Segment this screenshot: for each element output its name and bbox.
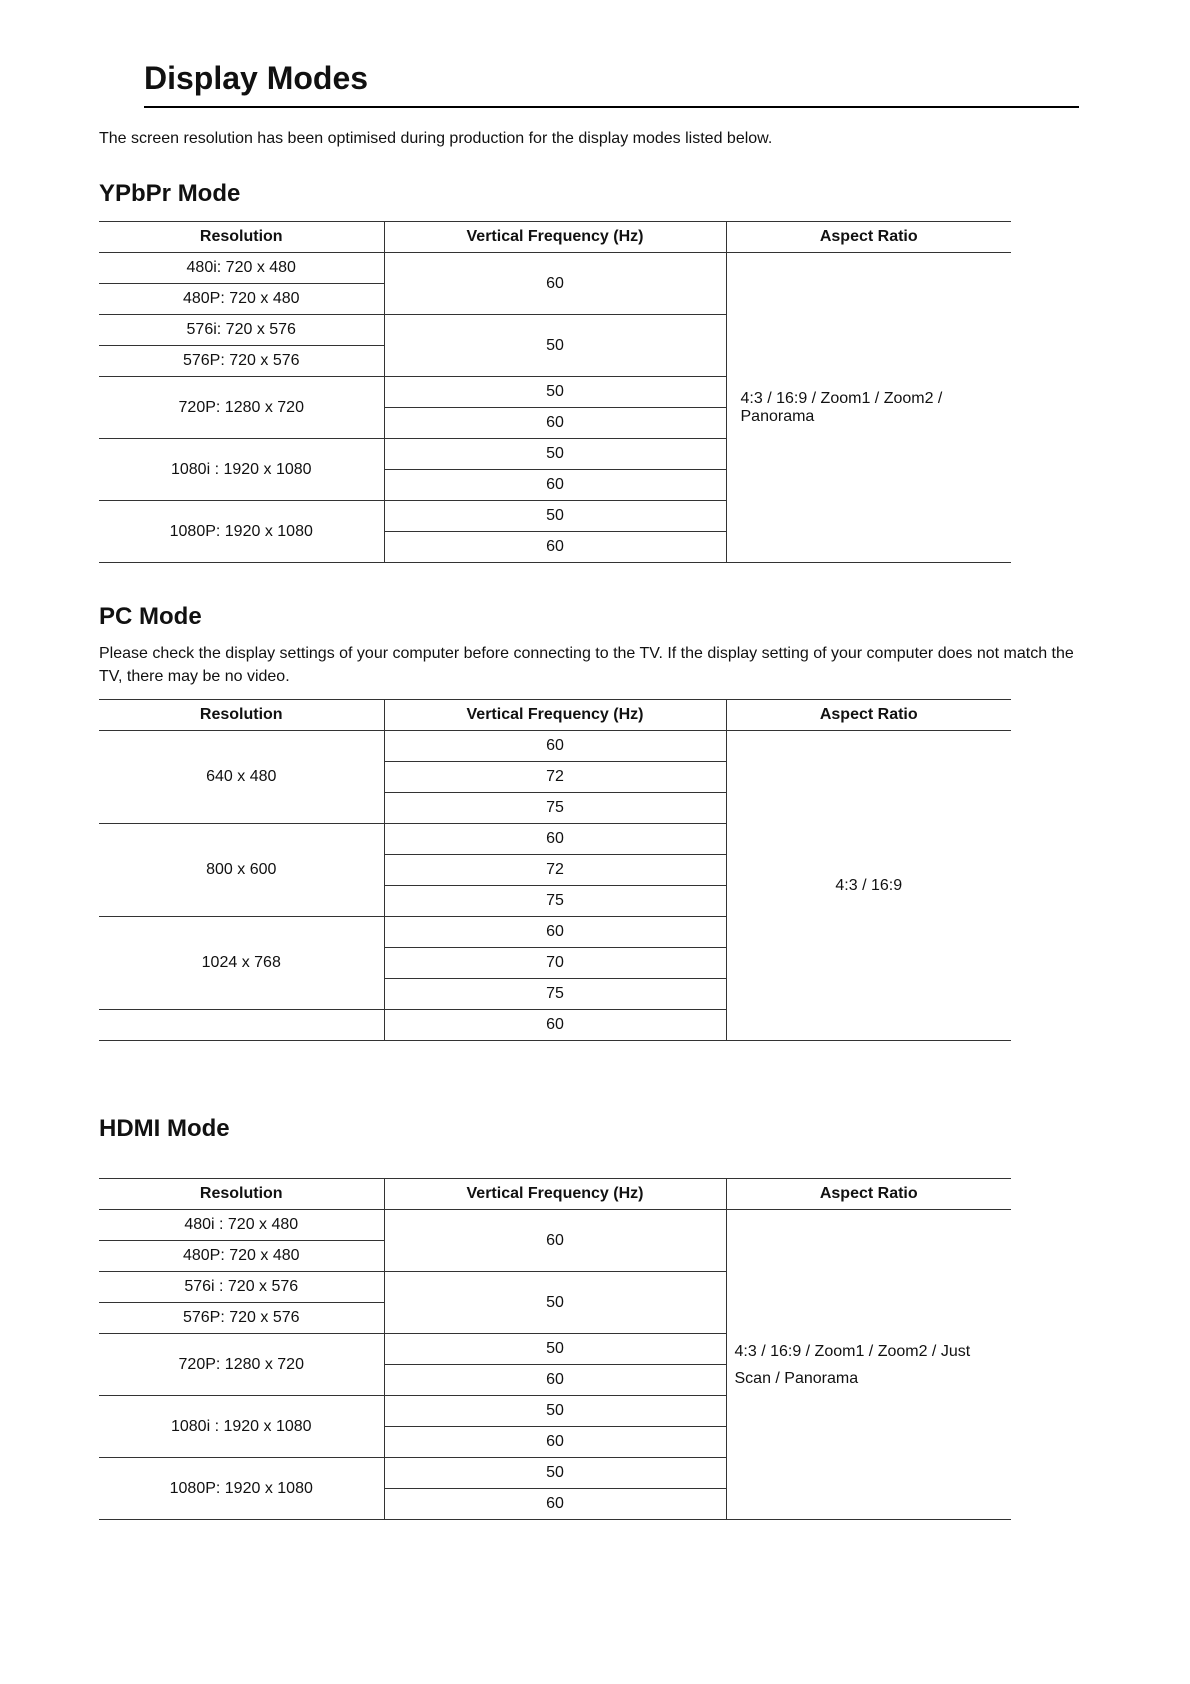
table-row (99, 731, 1011, 762)
frequency-cell: 60 (384, 917, 726, 948)
resolution-cell: 640 x 480 (99, 731, 384, 824)
frequency-cell: 72 (384, 855, 726, 886)
frequency-cell: 60 (384, 1010, 726, 1041)
resolution-cell: 800 x 600 (99, 824, 384, 917)
resolution-cell: 720P: 1280 x 720 (99, 377, 384, 439)
resolution-cell: 480P: 720 x 480 (99, 284, 384, 315)
frequency-cell: 70 (384, 948, 726, 979)
aspect-ratio-cell: 4:3 / 16:9 / Zoom1 / Zoom2 / Panorama (726, 253, 1011, 563)
header-frequency: Vertical Frequency (Hz) (384, 1179, 726, 1210)
resolution-cell: 1080P: 1920 x 1080 (99, 1458, 384, 1520)
frequency-cell: 72 (384, 762, 726, 793)
frequency-cell: 50 (384, 1396, 726, 1427)
frequency-cell: 50 (384, 439, 726, 470)
resolution-cell: 1024 x 768 (99, 917, 384, 1010)
hdmi-heading: HDMI Mode (99, 1115, 230, 1142)
header-resolution: Resolution (99, 1179, 384, 1210)
resolution-cell: 1080i : 1920 x 1080 (99, 439, 384, 501)
header-resolution: Resolution (99, 222, 384, 253)
frequency-cell: 60 (384, 731, 726, 762)
ypbpr-heading: YPbPr Mode (99, 180, 241, 207)
frequency-cell: 60 (384, 408, 726, 439)
resolution-cell: 480i : 720 x 480 (99, 1210, 384, 1241)
frequency-cell: 50 (384, 501, 726, 532)
frequency-cell: 50 (384, 377, 726, 408)
pc-table (99, 699, 1011, 1041)
resolution-cell: 576P: 720 x 576 (99, 346, 384, 377)
frequency-cell: 60 (384, 1365, 726, 1396)
frequency-cell: 60 (384, 470, 726, 501)
header-frequency: Vertical Frequency (Hz) (384, 222, 726, 253)
frequency-cell: 50 (384, 315, 726, 377)
frequency-cell: 60 (384, 1489, 726, 1520)
frequency-cell: 60 (384, 1210, 726, 1272)
intro-text: The screen resolution has been optimised during production for the display modes listed below. (99, 130, 773, 147)
resolution-cell: 576i : 720 x 576 (99, 1272, 384, 1303)
frequency-cell: 50 (384, 1334, 726, 1365)
frequency-cell: 75 (384, 979, 726, 1010)
hdmi-table (99, 1178, 1011, 1520)
resolution-cell: 480i: 720 x 480 (99, 253, 384, 284)
frequency-cell: 60 (384, 253, 726, 315)
header-aspect: Aspect Ratio (726, 700, 1011, 731)
ypbpr-table (99, 221, 1011, 563)
table-row (99, 253, 1011, 284)
frequency-cell: 60 (384, 824, 726, 855)
header-aspect: Aspect Ratio (726, 222, 1011, 253)
frequency-cell: 75 (384, 793, 726, 824)
resolution-cell: 1080P: 1920 x 1080 (99, 501, 384, 563)
frequency-cell: 60 (384, 532, 726, 563)
resolution-cell: 576P: 720 x 576 (99, 1303, 384, 1334)
pc-description: Please check the display settings of your computer before connecting to the TV. If the display setting of your computer does not match the TV, there may be no video. (99, 645, 1074, 685)
resolution-cell: 576i: 720 x 576 (99, 315, 384, 346)
resolution-cell: 720P: 1280 x 720 (99, 1334, 384, 1396)
header-frequency: Vertical Frequency (Hz) (384, 700, 726, 731)
title-rule (144, 106, 1079, 108)
frequency-cell: 75 (384, 886, 726, 917)
frequency-cell: 60 (384, 1427, 726, 1458)
resolution-cell (99, 1010, 384, 1041)
resolution-cell: 480P: 720 x 480 (99, 1241, 384, 1272)
frequency-cell: 50 (384, 1272, 726, 1334)
header-resolution: Resolution (99, 700, 384, 731)
resolution-cell: 1080i : 1920 x 1080 (99, 1396, 384, 1458)
table-row (99, 1210, 1011, 1241)
page-title: Display Modes (144, 60, 369, 96)
frequency-cell: 50 (384, 1458, 726, 1489)
header-aspect: Aspect Ratio (726, 1179, 1011, 1210)
aspect-ratio-cell: 4:3 / 16:9 / Zoom1 / Zoom2 / Just Scan / Panorama (726, 1210, 1011, 1520)
pc-heading: PC Mode (99, 603, 202, 630)
aspect-ratio-cell: 4:3 / 16:9 (726, 731, 1011, 1041)
